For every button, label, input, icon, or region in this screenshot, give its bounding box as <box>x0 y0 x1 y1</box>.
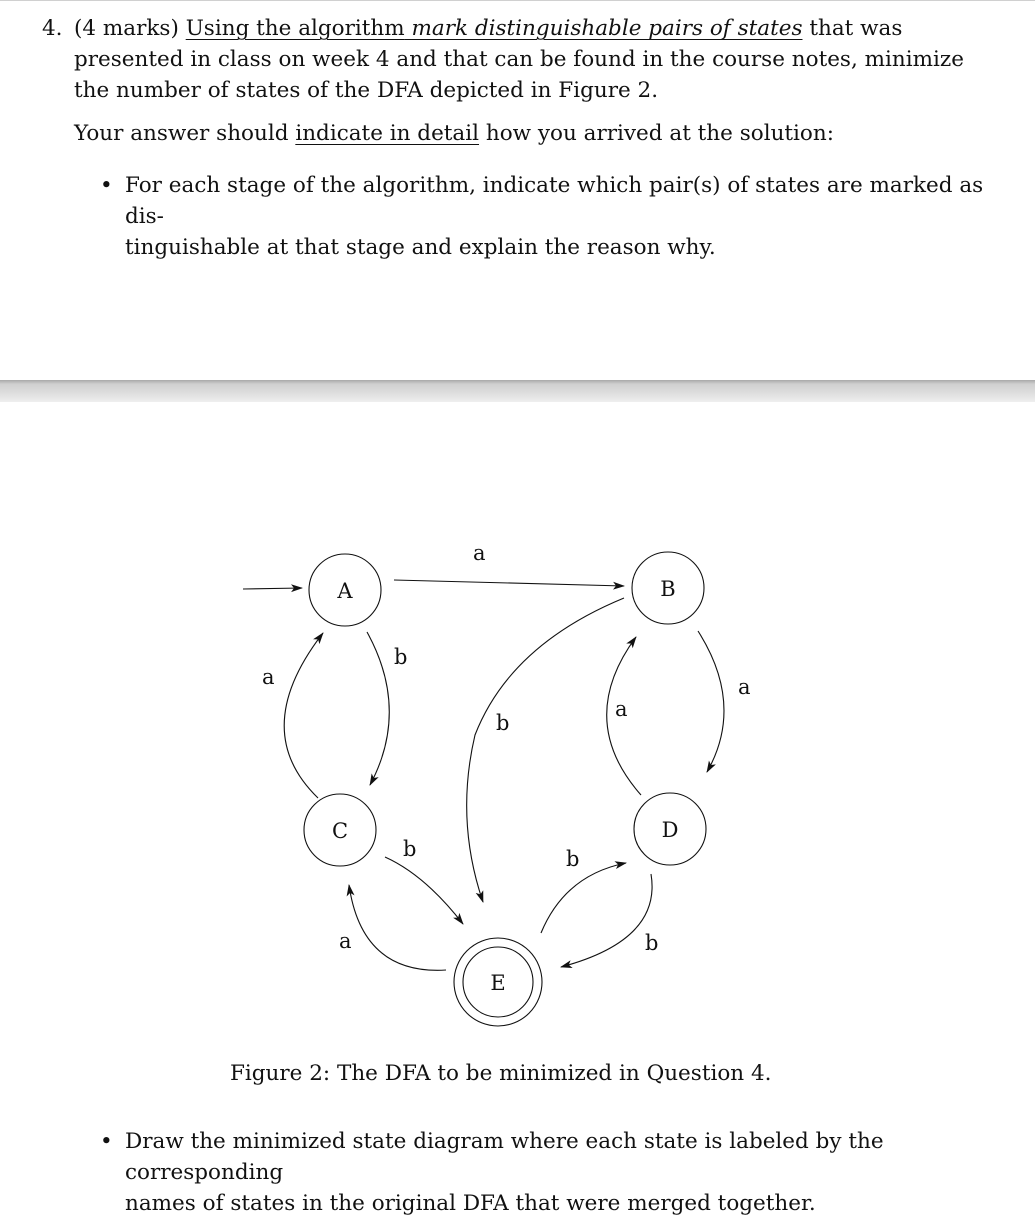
state-c <box>304 794 376 866</box>
label-a-to-b: a <box>473 541 486 565</box>
edge-e-to-d <box>541 863 626 933</box>
page-separator <box>0 380 1035 402</box>
label-d-to-e: b <box>645 931 659 955</box>
start-arrow <box>243 588 302 589</box>
label-b-to-d: a <box>738 675 751 699</box>
edge-a-to-c <box>367 632 389 785</box>
bullet-dot: • <box>100 173 113 198</box>
algorithm-name: mark distinguishable pairs of states <box>411 16 803 41</box>
state-a-label: A <box>337 579 353 603</box>
state-b-label: B <box>660 577 676 601</box>
state-a <box>309 554 381 626</box>
state-b <box>632 552 704 624</box>
state-c-label: C <box>331 819 349 843</box>
figure-caption: Figure 2: The DFA to be minimized in Question 4. <box>230 1061 772 1086</box>
answer-prefix: Your answer should <box>74 121 289 146</box>
intro-rest: that was presented in class on week 4 and that can be found in the course notes, minimize the number of states of the DFA depicted in Figure 2. <box>74 16 964 103</box>
state-e-label: E <box>490 971 506 995</box>
state-e-accepting <box>454 938 542 1026</box>
label-a-to-c: b <box>394 645 408 669</box>
question-number: 4. <box>42 16 63 41</box>
bullet1-line1: For each stage of the algorithm, indicate which pair(s) of states are marked as dis- <box>125 173 984 229</box>
label-d-to-b: a <box>615 697 628 721</box>
label-e-to-d: b <box>566 847 580 871</box>
answer-underlined: indicate in detail <box>295 121 480 146</box>
edge-c-to-a <box>284 633 323 798</box>
intro-underlined: Using the algorithm mark distinguishable pairs of states <box>185 16 803 41</box>
bullet2-line2: names of states in the original DFA that were merged together. <box>125 1191 816 1216</box>
bullet-dot: • <box>100 1129 113 1154</box>
edge-d-to-e <box>561 874 652 967</box>
top-border <box>0 0 1035 1</box>
edge-b-to-d <box>698 631 724 772</box>
edge-c-to-e <box>385 857 463 924</box>
label-e-to-c: a <box>339 929 352 953</box>
answer-suffix: how you arrived at the solution: <box>485 121 834 146</box>
bullet2-line1: Draw the minimized state diagram where each state is labeled by the corresponding <box>125 1129 884 1185</box>
bullet1-line2: tinguishable at that stage and explain the reason why. <box>125 235 716 260</box>
label-b-to-e: b <box>496 711 510 735</box>
label-c-to-e: b <box>403 837 417 861</box>
answer-instruction <box>74 118 994 149</box>
state-d-label: D <box>661 818 679 842</box>
label-c-to-a: a <box>262 665 275 689</box>
edge-a-to-b <box>394 580 624 586</box>
edge-b-to-e <box>467 598 624 902</box>
edge-e-to-c <box>349 885 446 970</box>
state-d <box>634 793 706 865</box>
dfa-diagram <box>0 520 1035 1050</box>
question-marks: (4 marks) <box>74 16 179 41</box>
